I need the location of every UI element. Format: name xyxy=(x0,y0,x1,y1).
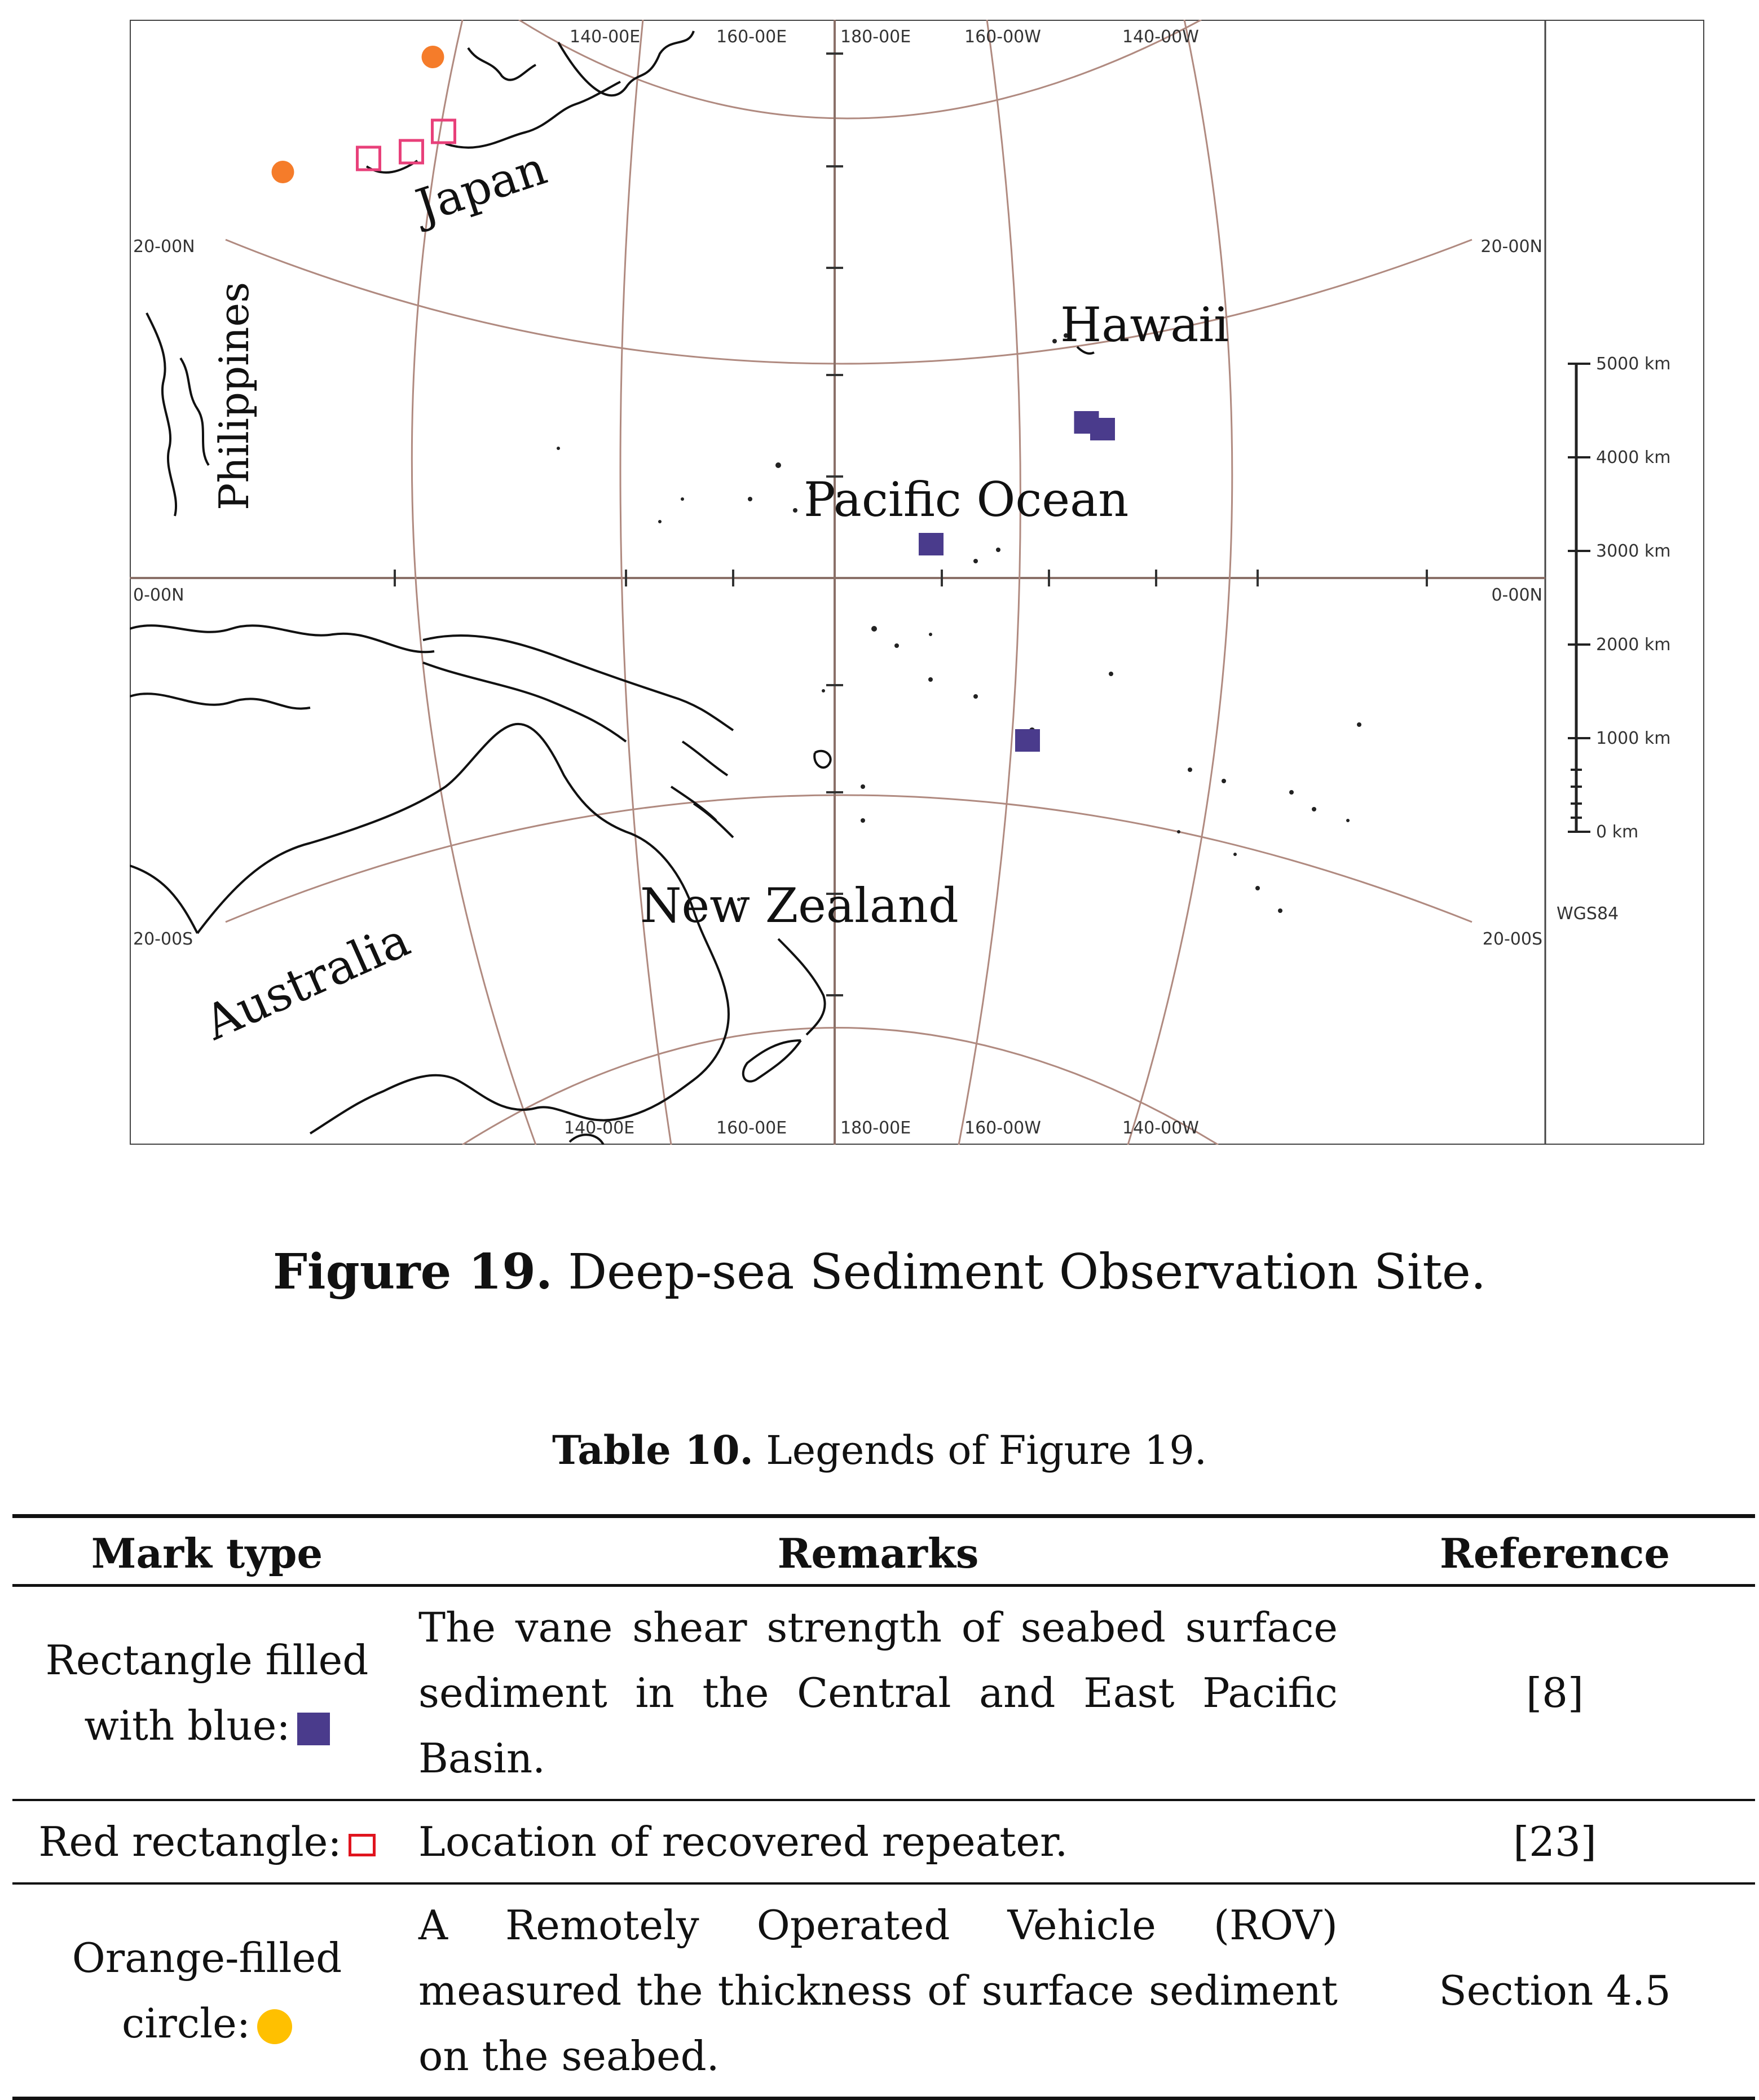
scale-label: 0 km xyxy=(1596,822,1639,842)
blue-rectangle-marker xyxy=(1015,729,1040,752)
table-caption-label: Table 10. xyxy=(552,1427,753,1473)
label-pacific-ocean: Pacific Ocean xyxy=(804,472,1129,527)
lon-label: 160-00E xyxy=(716,27,787,47)
red-rectangle-icon xyxy=(349,1834,376,1856)
mark-cell xyxy=(12,1800,402,1883)
lon-label: 160-00W xyxy=(964,1118,1041,1138)
lon-label: 180-00E xyxy=(840,1118,911,1138)
scale-label: 3000 km xyxy=(1596,541,1671,561)
label-hawaii: Hawaii xyxy=(1060,297,1229,352)
orange-circle-marker xyxy=(272,161,294,183)
scale-label: 1000 km xyxy=(1596,729,1671,748)
remark-cell: The vane shear strength of seabed surface sediment in the Central and East Pacific Basin. xyxy=(402,1586,1355,1801)
reference-cell: [23] xyxy=(1355,1800,1755,1883)
table-row xyxy=(12,1883,1755,2098)
blue-square-icon xyxy=(297,1713,330,1745)
blue-rectangle-marker xyxy=(1090,418,1115,440)
lon-label: 160-00E xyxy=(716,1118,787,1138)
orange-circle-icon xyxy=(257,2009,292,2044)
scale-label: 4000 km xyxy=(1596,448,1671,467)
reference-cell: [8] xyxy=(1355,1586,1755,1801)
lon-label: 140-00W xyxy=(1122,1118,1199,1138)
mark-label: Orange-filled circle: xyxy=(72,1934,342,2047)
lon-label: 180-00E xyxy=(840,27,911,47)
header-remarks: Remarks xyxy=(402,1516,1355,1586)
map-figure xyxy=(130,20,1704,1145)
lon-label: 160-00W xyxy=(964,27,1041,47)
remark-cell: A Remotely Operated Vehicle (ROV) measured the thickness of surface sediment on the seabed. xyxy=(402,1883,1355,2098)
lat-label: 20-00N xyxy=(133,237,195,257)
table-caption-text: Legends of Figure 19. xyxy=(766,1427,1207,1473)
blue-rectangle-marker xyxy=(919,533,944,555)
table-caption xyxy=(0,1427,1759,1473)
orange-circle-marker xyxy=(422,46,444,68)
label-new-zealand: New Zealand xyxy=(640,878,959,933)
header-mark-type: Mark type xyxy=(12,1516,402,1586)
label-japan: Japan xyxy=(409,141,553,234)
lat-label: 20-00N xyxy=(1480,237,1542,257)
figure-caption-label: Figure 19. xyxy=(272,1243,553,1300)
mark-label: Red rectangle: xyxy=(38,1818,342,1865)
lat-label: 20-00S xyxy=(133,929,193,949)
table-row xyxy=(12,1800,1755,1883)
legend-table xyxy=(12,1514,1755,2100)
figure-caption-text: Deep-sea Sediment Observation Site. xyxy=(568,1244,1487,1300)
lat-label: 0-00N xyxy=(133,585,184,605)
scale-label: 2000 km xyxy=(1596,635,1671,655)
reference-cell: Section 4.5 xyxy=(1355,1883,1755,2098)
lon-label: 140-00E xyxy=(564,1118,635,1138)
figure-caption xyxy=(0,1243,1759,1300)
table-header-row xyxy=(12,1516,1755,1586)
scale-label: 5000 km xyxy=(1596,354,1671,374)
lon-label: 140-00W xyxy=(1122,27,1199,47)
lon-label: 140-00E xyxy=(570,27,641,47)
table-row xyxy=(12,1586,1755,1801)
lat-label: 20-00S xyxy=(1482,929,1542,949)
mark-label: Rectangle filled with blue: xyxy=(45,1636,369,1749)
label-philippines: Philippines xyxy=(210,281,258,510)
datum-label: WGS84 xyxy=(1557,904,1619,924)
header-reference: Reference xyxy=(1355,1516,1755,1586)
label-australia: Australia xyxy=(196,911,418,1051)
mark-cell xyxy=(12,1883,402,2098)
mark-cell xyxy=(12,1586,402,1801)
remark-cell: Location of recovered repeater. xyxy=(402,1800,1355,1883)
lat-label: 0-00N xyxy=(1491,585,1542,605)
